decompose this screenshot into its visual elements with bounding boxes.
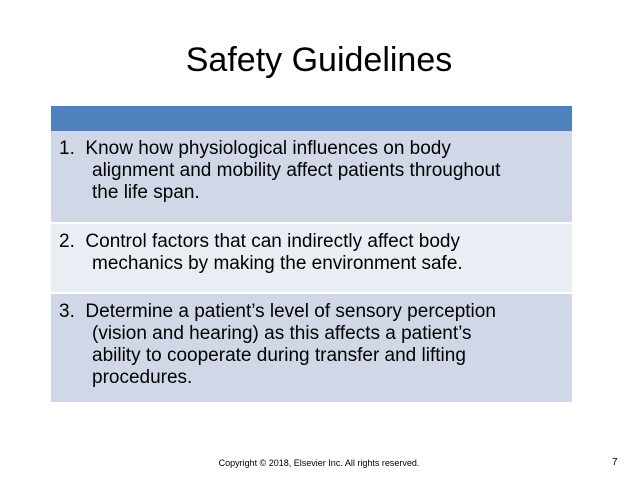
- guideline-1-line-3: the life span.: [92, 182, 200, 203]
- guideline-3-number: 3.: [59, 301, 75, 322]
- guideline-row-1: [51, 131, 572, 224]
- guideline-row-2: [51, 224, 572, 294]
- page-number: 7: [612, 457, 618, 468]
- guideline-2-number: 2.: [59, 231, 75, 252]
- footer-copyright: Copyright © 2018, Elsevier Inc. All rights reserved.: [218, 458, 420, 468]
- guideline-row-3: [51, 294, 572, 402]
- guideline-3-line-3: ability to cooperate during transfer and lifting: [92, 345, 466, 366]
- guideline-1-first-line: [59, 138, 556, 160]
- guideline-3-line-2: (vision and hearing) as this affects a patient’s: [92, 323, 472, 344]
- guideline-2-line-1: Control factors that can indirectly affect body: [85, 231, 460, 252]
- guideline-2-line-2: mechanics by making the environment safe.: [92, 253, 463, 274]
- guideline-1-line-1: Know how physiological influences on body: [85, 138, 451, 159]
- table-header-bar: [51, 106, 572, 131]
- guideline-3-line-4: procedures.: [92, 367, 193, 388]
- guidelines-table: [51, 106, 572, 402]
- guideline-2-first-line: [59, 231, 556, 253]
- guideline-1-number: 1.: [59, 138, 75, 159]
- guideline-1-line-2: alignment and mobility affect patients throughout: [92, 160, 501, 181]
- guideline-3-first-line: [59, 301, 556, 323]
- slide-title: Safety Guidelines: [185, 41, 453, 79]
- guideline-3-line-1: Determine a patient’s level of sensory perception: [85, 301, 496, 322]
